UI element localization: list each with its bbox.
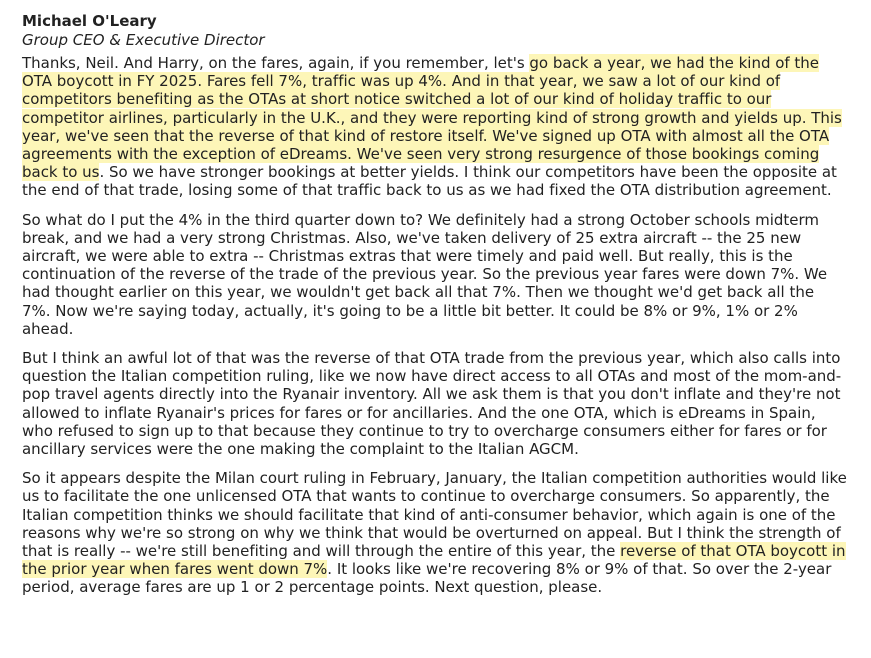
- highlighted-text: go back a year, we had the kind of the OTA boycott in FY 2025. Fares fell 7%, traffic was up 4%. And in that year, we saw a lot of our kind of competitors benefiting as the OTAs at short notice switched a lot of our kind of holiday traffic to our competitor airlines, particularly in the U.K., and they were reporting kind of strong growth and yields up. This year, we've seen that the reverse of that kind of restore itself. We've signed up OTA with almost all the OTA agreements with the exception of eDreams. We've seen very strong resurgence of those bookings coming back to us: [22, 54, 842, 182]
- paragraph-4: [22, 469, 847, 596]
- text-segment: . So we have stronger bookings at better yields. I think our competitors have been the opposite at the end of that trade, losing some of that traffic back to us as we had fixed the OTA distribution agreement.: [22, 163, 837, 200]
- text-segment: But I think an awful lot of that was the reverse of that OTA trade from the previous year, which also calls into question the Italian competition ruling, like we now have direct access to all OTAs and most of the mom-and-pop travel agents directly into the Ryanair inventory. All we ask them is that you don't inflate and they're not allowed to inflate Ryanair's prices for fares or for ancillaries. And the one OTA, which is eDreams in Spain, who refused to sign up to that because they continue to try to overcharge consumers either for fares or for ancillary services were the one making the complaint to the Italian AGCM.: [22, 349, 842, 459]
- text-segment: . It looks like we're recovering 8% or 9% of that. So over the 2-year period, average fares are up 1 or 2 percentage points. Next question, please.: [22, 560, 832, 597]
- text-segment: Thanks, Neil. And Harry, on the fares, again, if you remember, let's: [22, 54, 530, 72]
- speaker-title: Group CEO & Executive Director: [22, 31, 265, 49]
- highlighted-text: reverse of that OTA boycott in the prior year when fares went down 7%: [22, 542, 846, 579]
- speaker-name: Michael O'Leary: [22, 12, 157, 30]
- paragraph-2: [22, 211, 847, 338]
- text-segment: So it appears despite the Milan court ruling in February, January, the Italian competition authorities would like us to facilitate the one unlicensed OTA that wants to continue to overcharge consumers. So apparently, the Italian competition thinks we should facilitate that kind of anti-consumer behavior, which again is one of the reasons why we're so strong on why we think that would be overturned on appeal. But I think the strength of that is really -- we're still benefiting and will through the entire of this year, the: [22, 469, 847, 561]
- text-segment: So what do I put the 4% in the third quarter down to? We definitely had a strong October schools midterm break, and we had a very strong Christmas. Also, we've taken delivery of 25 extra aircraft -- the 25 new aircraft, we were able to extra -- Christmas extras that were timely and paid well. But really, this is the continuation of the reverse of the trade of the previous year. So the previous year fares were down 7%. We had thought earlier on this year, we wouldn't get back all that 7%. Then we thought we'd get back all the 7%. Now we're saying today, actually, it's going to be a little bit better. It could be 8% or 9%, 1% or 2% ahead.: [22, 210, 828, 338]
- paragraph-3: [22, 349, 847, 458]
- paragraph-1: [22, 54, 847, 200]
